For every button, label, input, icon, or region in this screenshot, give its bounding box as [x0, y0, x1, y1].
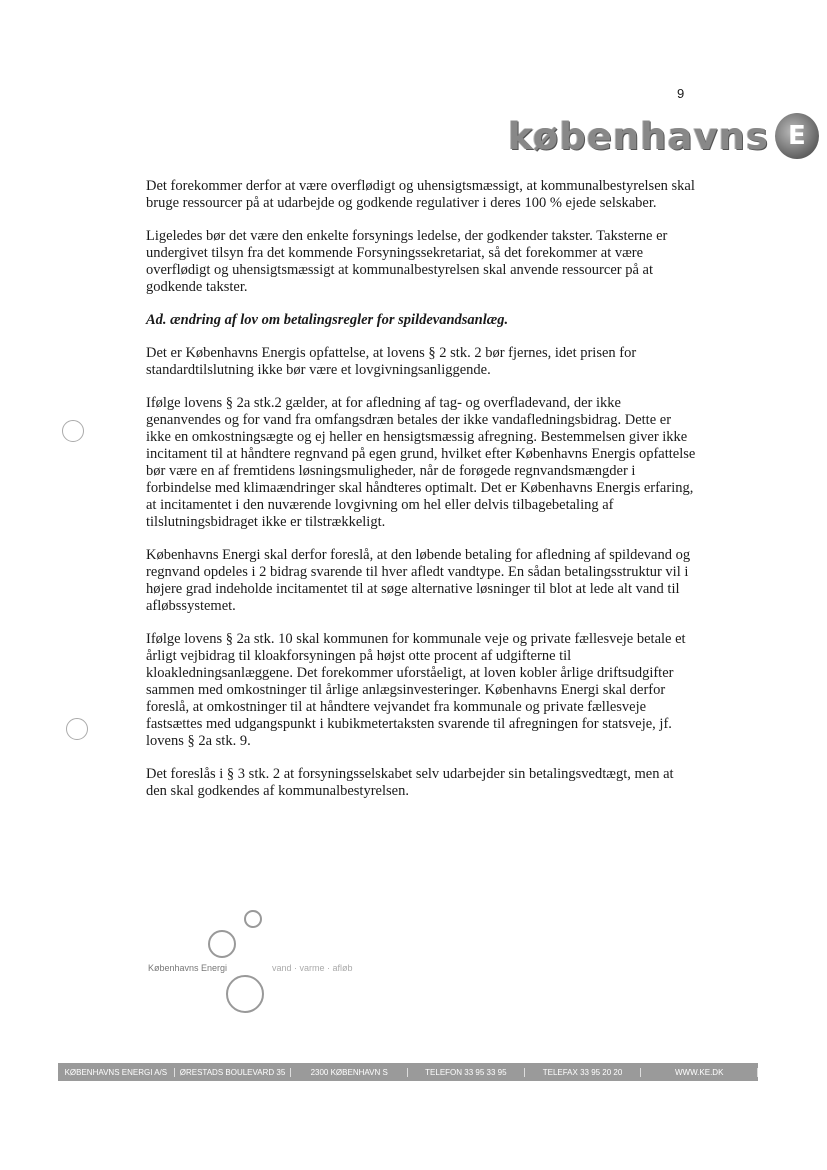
- company-logo: [508, 110, 819, 162]
- paragraph: Ifølge lovens § 2a stk.2 gælder, at for afledning af tag- og overfladevand, der ikke genanvendes og for vand fra omfangsdræn betales der ikke vandafledningsbidrag. Dette er ikke en omkostningsægte og ej heller en hensigtsmæssig afregning. Bestemmelsen giver ikke incitament til at håndtere regnvand på egen grund, hvilket efter Københavns Energis opfattelse bør være en af fremtidens løsningsmuligheder, når de forøgede regnvandsmængder i forbindelse med klimaændringer skal håndteres optimalt. Det er Københavns Energis erfaring, at incitamentet i den nuværende lovgivning om hel eller delvis tilbagebetaling af tilslutningsbidraget ikke er tilstrækkeligt.: [146, 395, 696, 530]
- paragraph: Det er Københavns Energis opfattelse, at lovens § 2 stk. 2 bør fjernes, idet prisen for standardtilslutning ikke bør være et lovgivningsanliggende.: [146, 345, 637, 378]
- footer-bar-item: 2300 KØBENHAVN S: [291, 1068, 408, 1077]
- paragraph: Københavns Energi skal derfor foreslå, at den løbende betaling for afledning af spildevand og regnvand opdeles i 2 bidrag svarende til hver afledt vandtype. En sådan betalingsstruktur vil i højere grad indeholde incitamentet til at søge alternative løsninger til blot at lede alt vand til afløbssystemet.: [146, 547, 691, 614]
- paragraph: Ligeledes bør det være den enkelte forsynings ledelse, der godkender takster. Taksterne er undergivet tilsyn fra det kommende Forsyningssekretariat, så det forekommer at være overflødigt og uhensigtsmæssigt at kommunalbestyrelsen skal anvende ressourcer på at godkende takster.: [146, 228, 668, 295]
- footer-tagline: vand · varme · afløb: [272, 963, 353, 973]
- paragraph: Ifølge lovens § 2a stk. 10 skal kommunen for kommunale veje og private fællesveje betale et årligt vejbidrag til kloakforsyningen på højst otte procent af udgifterne til kloakledningsanlæggene. Det forekommer uforståeligt, at loven kobler årlige driftsudgifter sammen med omkostninger til årlige anlægsinvesteringer. Københavns Energi skal derfor foreslå, at omkostninger til at håndtere vejvandet fra kommunale og private fællesveje fastsættes med udgangspunkt i kubikmetertaksten svarende til afregningen for statsveje, jf. lovens § 2a stk. 9.: [146, 631, 686, 749]
- footer-bar-item: TELEFON 33 95 33 95: [408, 1068, 525, 1077]
- footer-circle-icon: [208, 930, 236, 958]
- punch-hole-bottom: [66, 718, 88, 740]
- section-heading: Ad. ændring af lov om betalingsregler for spildevandsanlæg.: [146, 312, 509, 328]
- page-number: 9: [677, 86, 685, 101]
- footer-bar-item: TELEFAX 33 95 20 20: [525, 1068, 642, 1077]
- logo-wordmark: københavns: [508, 114, 769, 158]
- footer-circle-icon: [226, 975, 264, 1013]
- footer-bar: [58, 1063, 758, 1081]
- footer-logo: [138, 905, 398, 1025]
- paragraph: Det forekommer derfor at være overflødigt og uhensigtsmæssigt, at kommunalbestyrelsen skal bruge ressourcer på at udarbejde og godkende regulativer i deres 100 % ejede selskaber.: [146, 178, 695, 211]
- footer-bar-item: ØRESTADS BOULEVARD 35: [175, 1068, 292, 1077]
- footer-bar-item: WWW.KE.DK: [641, 1068, 758, 1077]
- footer-circle-icon: [244, 910, 262, 928]
- logo-e-mark: E: [775, 113, 819, 159]
- footer-org-name: Københavns Energi: [148, 963, 228, 973]
- paragraph: Det foreslås i § 3 stk. 2 at forsyningsselskabet selv udarbejder sin betalingsvedtægt, men at den skal godkendes af kommunalbestyrelsen.: [146, 766, 674, 799]
- footer-bar-item: KØBENHAVNS ENERGI A/S: [58, 1068, 175, 1077]
- document-body: [146, 178, 696, 816]
- punch-hole-top: [62, 420, 84, 442]
